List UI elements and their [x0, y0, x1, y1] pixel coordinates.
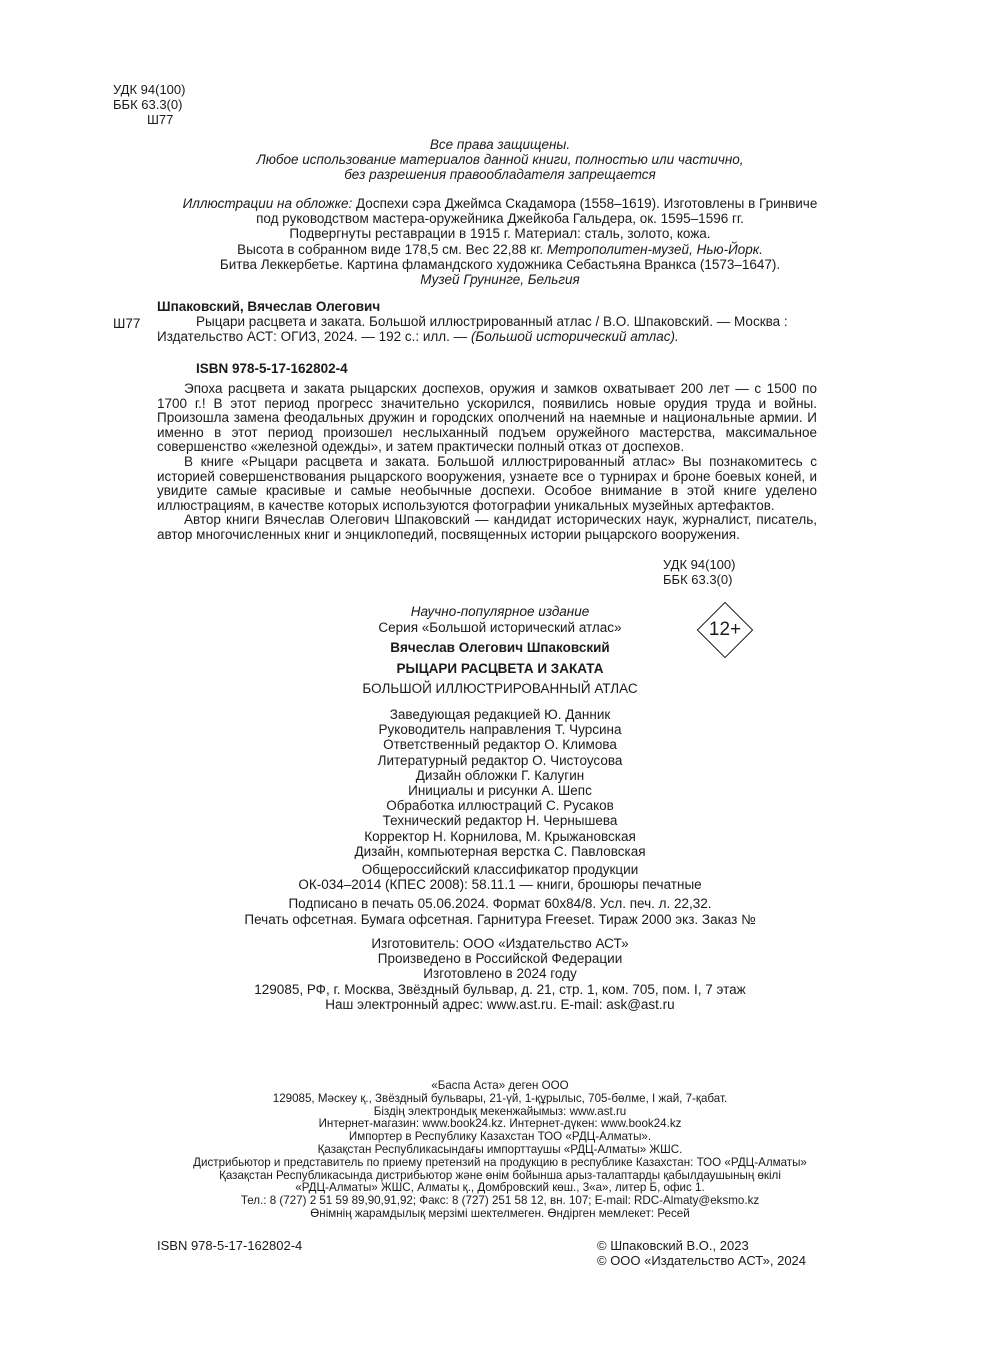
tech-line: Подписано в печать 05.06.2024. Формат 60x84/8. Усл. печ. л. 22,32. — [288, 896, 712, 912]
maker-line: Изготовлено в 2024 году — [423, 966, 577, 982]
cover-line: Подвергнуты реставрации в 1915 г. Материал: сталь, золото, кожа. — [289, 226, 711, 242]
tech-line: Общероссийский классификатор продукции — [361, 862, 639, 877]
cover-line — [0, 196, 1000, 211]
kz-line: Тел.: 8 (727) 2 51 59 89,90,91,92; Факс: 8 (727) 251 58 12, вн. 107; E-mail: RDC-Almaty@eksmo.kz — [240, 1194, 760, 1208]
udk-line: УДК 94(100) — [113, 82, 186, 97]
bib-code: Ш77 — [113, 316, 141, 331]
cover-line: под руководством мастера-оружейника Джейкоба Гальдера, ок. 1595–1596 гг. — [256, 211, 744, 227]
kz-line: «Баспа Аста» деген ООО — [431, 1079, 569, 1092]
bbk-line: ББК 63.3(0) — [663, 572, 733, 587]
maker-line: Наш электронный адрес: www.ast.ru. E-mail: ask@ast.ru — [325, 996, 675, 1012]
rights-line: Все права защищены. — [429, 137, 571, 152]
tech-line: ОК-034–2014 (КПЕС 2008): 58.11.1 — книги, брошюры печатные — [298, 877, 702, 893]
udk-line: УДК 94(100) — [663, 557, 736, 572]
cover-line: Музей Грунинге, Бельгия — [420, 272, 580, 288]
kz-line: 129085, Мәскеу қ., Звёздный бульвары, 21-үй, 1-құрылыс, 705-бөлме, I жай, 7-қабат. — [272, 1091, 728, 1105]
abstract-paragraph: Автор книги Вячеслав Олегович Шпаковский — кандидат исторических наук, журналист, писатель, автор многочисленных книг и энциклопедий, посвященных истории рыцарского вооружения. — [157, 512, 817, 542]
udk-block-right — [663, 557, 735, 587]
rights-notice — [0, 137, 1000, 183]
staff-line: Дизайн обложки Г. Калугин — [415, 767, 585, 783]
maker-line: Произведено в Российской Федерации — [377, 951, 623, 967]
kz-line: «РДЦ-Алматы» ЖШС, Алматы қ., Домбровский көш., 3«а», литер Б, офис 1. — [295, 1181, 705, 1195]
cover-credits — [0, 196, 1000, 287]
cover-text: Высота в собранном виде 178,5 см. Вес 22,88 кг. — [237, 241, 544, 257]
copyright-line: © Шпаковский В.О., 2023 — [597, 1238, 749, 1253]
book-subtitle: БОЛЬШОЙ ИЛЛЮСТРИРОВАННЫЙ АТЛАС — [362, 680, 638, 696]
copyright-line: © ООО «Издательство АСТ», 2024 — [597, 1253, 807, 1268]
staff-line: Инициалы и рисунки А. Шепс — [408, 783, 592, 799]
abstract-paragraph: В книге «Рыцари расцвета и заката. Большой иллюстрированный атлас» Вы познакомитесь с историей совершенствования рыцарского вооружения, узнаете все о турнирах и броне боевых коней, и увидите самые красивые и самые необычные доспехи. Особое внимание в этой книге уделено иллюстрациям, в качестве которых используются фотографии уникальных музейных артефактов. — [157, 453, 817, 513]
bbk-line: ББК 63.3(0) — [113, 97, 183, 112]
staff-line: Технический редактор Н. Чернышева — [382, 813, 618, 829]
isbn-main: ISBN 978-5-17-162802-4 — [196, 361, 348, 376]
bib-author: Шпаковский, Вячеслав Олегович — [157, 299, 381, 314]
age-rating-badge — [696, 601, 754, 659]
bib-series: (Большой исторический атлас). — [467, 329, 679, 345]
cover-text: Доспехи сэра Джеймса Скадамора (1558–1619). Изготовлены в Гринвиче — [352, 196, 818, 211]
staff-line: Руководитель направления Т. Чурсина — [378, 722, 622, 738]
staff-line: Дизайн, компьютерная верстка С. Павловская — [354, 843, 646, 859]
abstract — [157, 382, 817, 543]
imprint-author: Вячеслав Олегович Шпаковский — [390, 640, 610, 656]
technical-data — [100, 862, 900, 927]
kazakhstan-info — [0, 1080, 1000, 1221]
staff-line: Ответственный редактор О. Климова — [383, 737, 617, 753]
kz-line: Қазақстан Республикасында дистрибьютор және өнім бойынша арыз-талаптарды қабылдаушының өкілі — [219, 1168, 781, 1182]
cover-museum: Метрополитен-музей, Нью-Йорк. — [543, 241, 763, 257]
maker-line: Изготовитель: ООО «Издательство АСТ» — [371, 936, 629, 951]
staff-line: Обработка иллюстраций С. Русаков — [386, 798, 614, 814]
bib-description — [157, 314, 837, 344]
book-title: РЫЦАРИ РАСЦВЕТА И ЗАКАТА — [396, 660, 604, 676]
bib-line: Рыцари расцвета и заката. Большой иллюстрированный атлас / В.О. Шпаковский. — Москва : — [196, 314, 788, 329]
maker-line: 129085, РФ, г. Москва, Звёздный бульвар, д. 21, стр. 1, ком. 705, пом. I, 7 этаж — [254, 981, 746, 997]
copyright — [597, 1238, 806, 1268]
udk-block-top — [113, 82, 185, 127]
kz-line: Біздің электрондық мекенжайымыз: www.ast.ru — [373, 1104, 627, 1118]
staff-credits — [200, 707, 800, 859]
series-name: Серия «Большой исторический атлас» — [378, 620, 622, 636]
rights-line: без разрешения правообладателя запрещается — [344, 167, 656, 183]
manufacturer-info — [100, 936, 900, 1012]
staff-line: Корректор Н. Корнилова, М. Крыжановская — [364, 828, 636, 844]
staff-line: Заведующая редакцией Ю. Данник — [389, 707, 611, 722]
edition-genre: Научно-популярное издание — [410, 604, 590, 619]
kz-line: Импортер в Республику Казахстан ТОО «РДЦ-Алматы». — [348, 1130, 652, 1144]
kz-line: Қазақстан Республикасындағы импорттаушы «РДЦ-Алматы» ЖШС. — [317, 1142, 683, 1156]
age-rating: 12+ — [708, 619, 742, 640]
staff-line: Литературный редактор О. Чистоусова — [377, 752, 623, 768]
rights-line: Любое использование материалов данной книги, полностью или частично, — [256, 152, 744, 168]
kz-line: Дистрибьютор и представитель по приему претензий на продукцию в республике Казахстан: ТОО «РДЦ-Алматы» — [193, 1155, 807, 1169]
kz-line: Интернет-магазин: www.book24.kz. Интернет-дүкен: www.book24.kz — [318, 1117, 682, 1131]
bib-line — [157, 329, 837, 344]
author-sign: Ш77 — [147, 112, 174, 127]
tech-line: Печать офсетная. Бумага офсетная. Гарнитура Freeset. Тираж 2000 экз. Заказ № — [244, 911, 756, 927]
abstract-paragraph: Эпоха расцвета и заката рыцарских доспехов, оружия и замков охватывает 200 лет — с 1500 по 1700 г.! В этот период прогресс значительно ускорился, появились новые орудия труда и войны. Произошла замена феодальных дружин и городских ополчений на наемные и национальные армии. И именно в этот период произошел неслыханный подъем оружейного мастерства, максимальное совершенство «железной одежды», и затем практически полный отказ от доспехов. — [157, 381, 817, 455]
isbn-bottom: ISBN 978-5-17-162802-4 — [157, 1238, 303, 1253]
cover-line: Битва Леккербетье. Картина фламандского художника Себастьяна Вранкса (1573–1647). — [219, 256, 781, 272]
cover-line — [0, 242, 1000, 257]
bib-publisher: Издательство АСТ: ОГИЗ, 2024. — 192 с.: илл. — — [157, 329, 468, 345]
cover-label: Иллюстрации на обложке: — [182, 196, 353, 211]
kz-line: Өнімнің жарамдылық мерзімі шектелмеген. Өндірген мемлекет: Ресей — [310, 1206, 690, 1220]
